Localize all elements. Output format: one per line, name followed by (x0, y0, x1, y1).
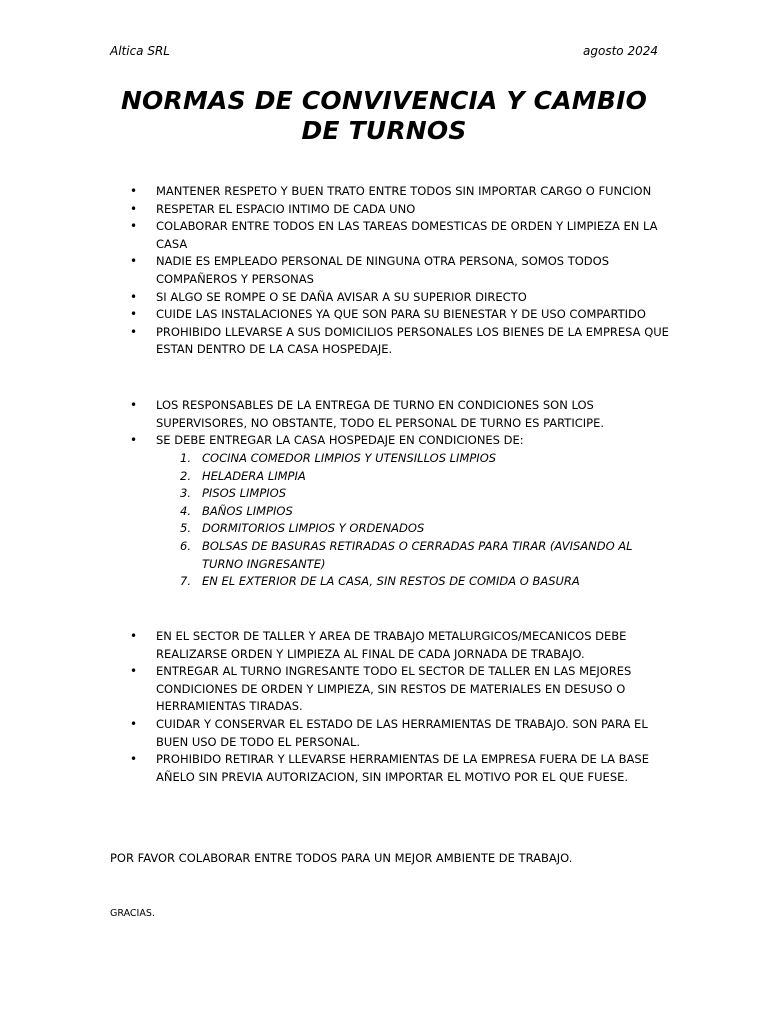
condition-number: 3. (180, 486, 191, 501)
list-item-text: SE DEBE ENTREGAR LA CASA HOSPEDAJE EN CONDICIONES DE: (156, 433, 524, 448)
condition-item (110, 573, 670, 591)
condition-item (110, 485, 670, 503)
list-item-text: ENTREGAR AL TURNO INGRESANTE TODO EL SECTOR DE TALLER EN LAS MEJORES CONDICIONES DE ORDEN Y LIMPIEZA, SIN RESTOS DE MATERIALES EN DESUSO O HERRAMIENTAS TIRADAS. (156, 664, 632, 714)
list-item-text: CUIDE LAS INSTALACIONES YA QUE SON PARA SU BIENESTAR Y DE USO COMPARTIDO (156, 307, 646, 322)
list-item-text: LOS RESPONSABLES DE LA ENTREGA DE TURNO EN CONDICIONES SON LOS SUPERVISORES, NO OBSTANTE, TODO EL PERSONAL DE TURNO ES PARTICIPE. (156, 398, 605, 430)
list-item (110, 663, 670, 716)
company-name: Altica SRL (110, 44, 170, 58)
bullet-icon: • (130, 307, 138, 322)
list-item (110, 218, 670, 253)
bullet-icon: • (130, 219, 138, 234)
condition-text: DORMITORIOS LIMPIOS Y ORDENADOS (202, 521, 425, 536)
document-date: agosto 2024 (583, 44, 658, 58)
list-item (110, 289, 670, 307)
bullet-icon: • (130, 664, 138, 679)
condition-item (110, 450, 670, 468)
condition-item (110, 520, 670, 538)
bullet-icon: • (130, 716, 138, 731)
condition-text: PISOS LIMPIOS (202, 486, 287, 501)
condition-number: 4. (180, 503, 191, 518)
bullet-icon: • (130, 433, 138, 448)
condition-number: 2. (180, 468, 191, 483)
list-item (110, 201, 670, 219)
list-item (110, 306, 670, 324)
list-item-text: MANTENER RESPETO Y BUEN TRATO ENTRE TODOS SIN IMPORTAR CARGO O FUNCION (156, 184, 652, 198)
page-title: NORMAS DE CONVIVENCIA Y CAMBIO DE TURNOS (120, 86, 648, 145)
list-item-text: PROHIBIDO RETIRAR Y LLEVARSE HERRAMIENTAS DE LA EMPRESA FUERA DE LA BASE AÑELO SIN PREVIA AUTORIZACION, SIN IMPORTAR EL MOTIVO POR EL QUE FUESE. (156, 752, 649, 784)
condition-item (110, 468, 670, 486)
condition-number: 7. (180, 574, 191, 589)
condition-item (110, 538, 670, 573)
list-item-text: RESPETAR EL ESPACIO INTIMO DE CADA UNO (156, 201, 416, 216)
bullet-icon: • (130, 752, 138, 767)
condition-number: 6. (180, 538, 191, 553)
bullet-icon: • (130, 324, 138, 339)
list-item-text: EN EL SECTOR DE TALLER Y AREA DE TRABAJO METALURGICOS/MECANICOS DEBE REALIZARSE ORDEN Y LIMPIEZA AL FINAL DE CADA JORNADA DE TRABAJO. (156, 629, 627, 661)
condition-item (110, 503, 670, 521)
list-item (110, 628, 670, 663)
bullet-icon: • (130, 254, 138, 269)
list-item (110, 751, 670, 786)
closing-message: POR FAVOR COLABORAR ENTRE TODOS PARA UN MEJOR AMBIENTE DE TRABAJO. (110, 851, 573, 865)
condition-text: BOLSAS DE BASURAS RETIRADAS O CERRADAS PARA TIRAR (AVISANDO AL TURNO INGRESANTE) (202, 538, 633, 571)
condition-text: EN EL EXTERIOR DE LA CASA, SIN RESTOS DE COMIDA O BASURA (202, 574, 580, 589)
shift-change-rules-list (110, 397, 670, 450)
list-item-text: SI ALGO SE ROMPE O SE DAÑA AVISAR A SU SUPERIOR DIRECTO (156, 289, 527, 304)
bullet-icon: • (130, 289, 138, 304)
list-item (110, 253, 670, 288)
list-item-text: NADIE ES EMPLEADO PERSONAL DE NINGUNA OTRA PERSONA, SOMOS TODOS COMPAÑEROS Y PERSONAS (156, 254, 609, 286)
condition-text: BAÑOS LIMPIOS (202, 503, 293, 518)
condition-text: COCINA COMEDOR LIMPIOS Y UTENSILLOS LIMPIOS (202, 451, 497, 465)
condition-number: 5. (180, 521, 191, 536)
list-item-text: CUIDAR Y CONSERVAR EL ESTADO DE LAS HERRAMIENTAS DE TRABAJO. SON PARA EL BUEN USO DE TODO EL PERSONAL. (156, 716, 648, 749)
list-item-text: COLABORAR ENTRE TODOS EN LAS TAREAS DOMESTICAS DE ORDEN Y LIMPIEZA EN LA CASA (156, 219, 658, 251)
list-item (110, 432, 670, 450)
bullet-icon: • (130, 184, 138, 198)
bullet-icon: • (130, 398, 138, 412)
house-conditions-list (110, 450, 670, 591)
list-item (110, 397, 670, 432)
list-item (110, 183, 670, 201)
workshop-rules-list (110, 628, 670, 786)
condition-text: HELADERA LIMPIA (202, 468, 306, 483)
list-item-text: PROHIBIDO LLEVARSE A SUS DOMICILIOS PERSONALES LOS BIENES DE LA EMPRESA QUE ESTAN DENTRO DE LA CASA HOSPEDAJE. (156, 324, 669, 357)
list-item (110, 324, 670, 359)
bullet-icon: • (130, 201, 138, 216)
list-item (110, 716, 670, 751)
thanks-note: GRACIAS. (110, 908, 155, 919)
condition-number: 1. (180, 451, 191, 465)
coexistence-rules-list (110, 183, 670, 359)
bullet-icon: • (130, 629, 138, 643)
